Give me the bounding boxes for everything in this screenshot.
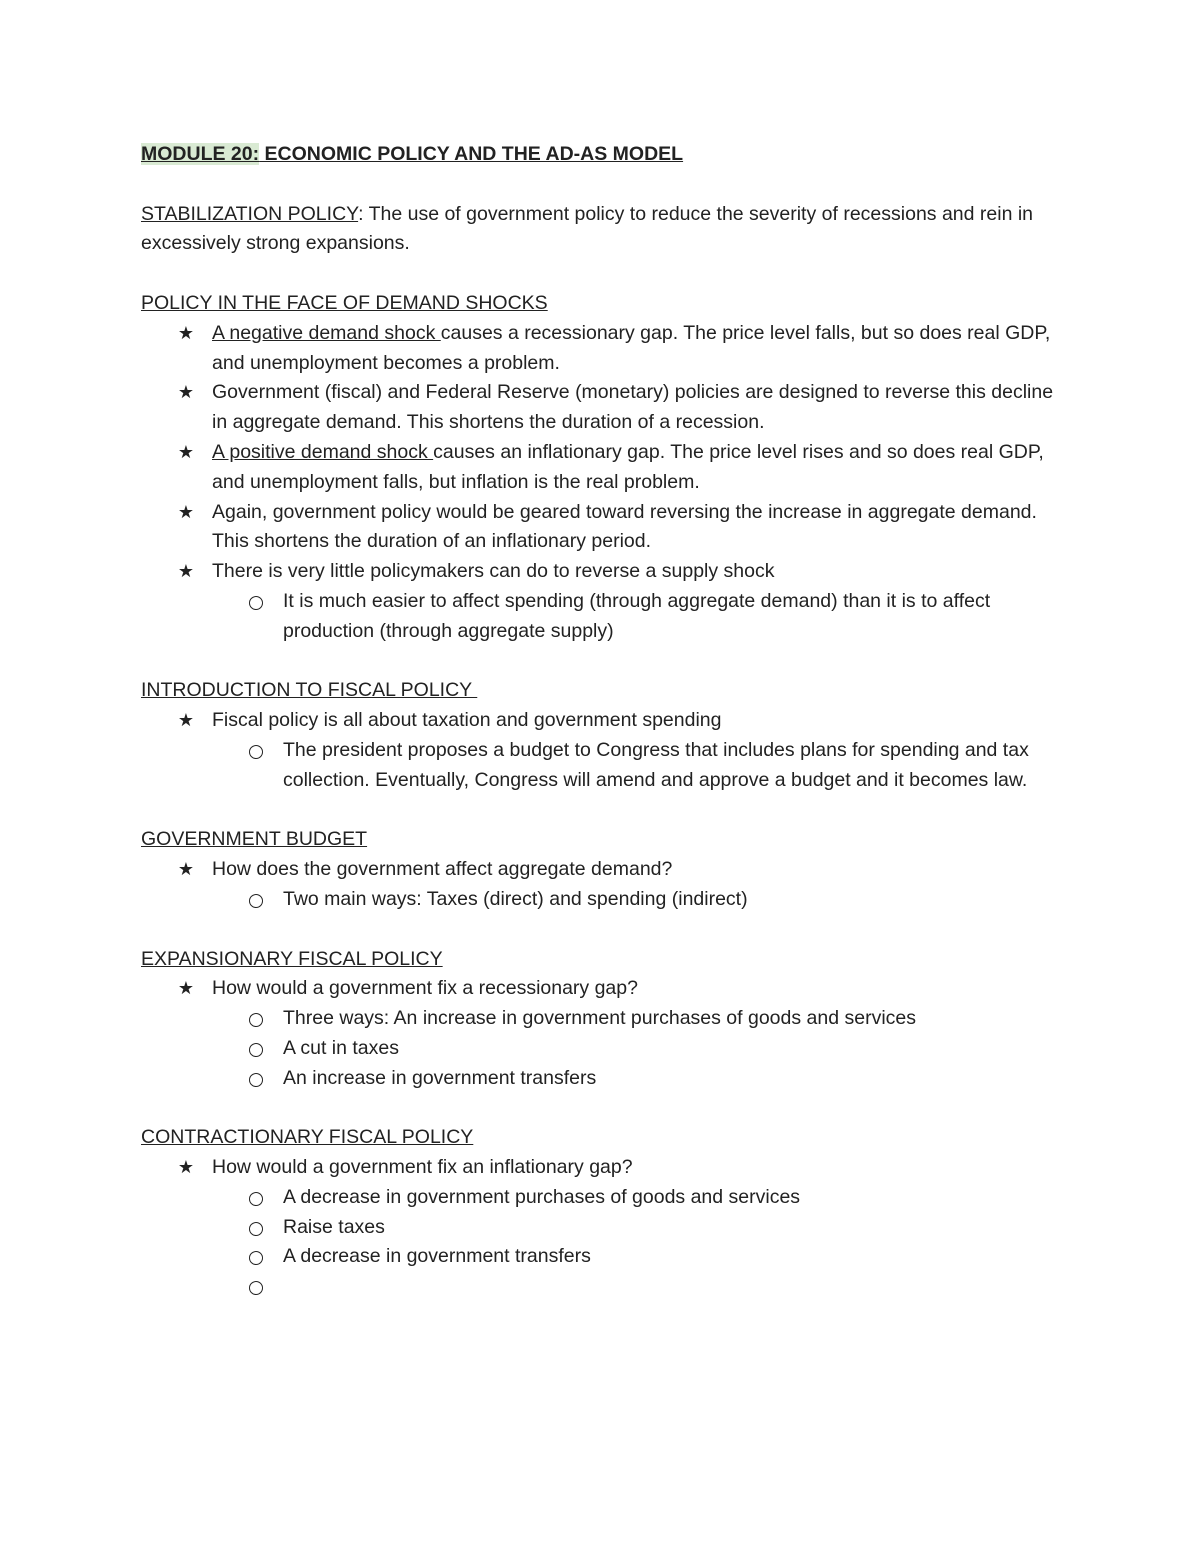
section-heading-contractionary: CONTRACTIONARY FISCAL POLICY — [141, 1126, 474, 1149]
black-star-icon: ★ — [177, 710, 195, 731]
bullet-text: Fiscal policy is all about taxation and government spending — [212, 709, 722, 732]
stabilization-paragraph — [141, 200, 1066, 260]
black-star-icon: ★ — [177, 441, 195, 462]
title-text: ECONOMIC POLICY AND THE AD-AS MODEL — [259, 143, 684, 165]
hollow-circle-icon — [246, 736, 266, 766]
sub-list-item — [141, 587, 1066, 647]
hollow-circle-icon — [246, 885, 266, 915]
black-star-icon: ★ — [177, 501, 195, 522]
bullet-text: Government (fiscal) and Federal Reserve (monetary) policies are designed to reverse this decline in aggregate demand. This shortens the duration of a recession. — [212, 381, 1054, 434]
spacer — [141, 170, 1066, 200]
sub-bullet-text: Three ways: An increase in government purchases of goods and services — [283, 1007, 917, 1030]
sub-bullet-text: An increase in government transfers — [283, 1066, 597, 1089]
spacer — [141, 259, 1066, 289]
sub-list-item-empty — [141, 1272, 1066, 1302]
sub-list-item — [141, 1034, 1066, 1064]
sub-list-item — [141, 1064, 1066, 1094]
sub-list-item — [141, 1213, 1066, 1243]
intro-fiscal-list — [141, 706, 1066, 795]
bullet-text: causes a recessionary gap. The price level falls, but so does real GDP, and unemployment becomes a problem. — [212, 321, 1051, 374]
list-item — [141, 1153, 1066, 1183]
sub-bullet-text: A cut in taxes — [283, 1036, 399, 1059]
bullet-text: How would a government fix a recessionary gap? — [212, 977, 638, 1000]
black-star-icon: ★ — [177, 561, 195, 582]
black-star-icon: ★ — [177, 382, 195, 403]
sub-bullet-text: Two main ways: Taxes (direct) and spending (indirect) — [283, 887, 748, 910]
list-item — [141, 319, 1066, 379]
title-highlight: MODULE 20: — [141, 143, 260, 165]
list-item — [141, 706, 1066, 736]
black-star-icon: ★ — [177, 322, 195, 343]
sub-list-item — [141, 885, 1066, 915]
hollow-circle-icon — [246, 1004, 266, 1034]
list-item — [141, 557, 1066, 587]
black-star-icon: ★ — [177, 859, 195, 880]
list-item — [141, 855, 1066, 885]
hollow-circle-icon — [246, 1064, 266, 1094]
hollow-circle-icon — [246, 1242, 266, 1272]
sub-bullet-text: The president proposes a budget to Congress that includes plans for spending and tax collection. Eventually, Congress will amend and approve a budget and it becomes law. — [283, 738, 1029, 791]
section-heading-expansionary: EXPANSIONARY FISCAL POLICY — [141, 947, 443, 970]
list-item — [141, 438, 1066, 498]
hollow-circle-icon — [246, 587, 266, 617]
sub-list-item — [141, 1242, 1066, 1272]
document-title — [141, 140, 1066, 170]
hollow-circle-icon — [246, 1213, 266, 1243]
black-star-icon: ★ — [177, 1157, 195, 1178]
sub-list-item — [141, 736, 1066, 796]
stabilization-definition: : The use of government policy to reduce the severity of recessions and rein in excessively strong expansions. — [141, 202, 1034, 255]
spacer — [141, 796, 1066, 826]
demand-shocks-list — [141, 319, 1066, 647]
spacer — [141, 1094, 1066, 1124]
bullet-text: How would a government fix an inflationary gap? — [212, 1156, 633, 1179]
bullet-term: A negative demand shock — [212, 321, 441, 344]
expansionary-list — [141, 974, 1066, 1093]
bullet-term: A positive demand shock — [212, 440, 434, 463]
list-item — [141, 974, 1066, 1004]
list-item — [141, 378, 1066, 438]
hollow-circle-icon — [246, 1272, 266, 1302]
sub-bullet-text: Raise taxes — [283, 1215, 385, 1238]
sub-list-item — [141, 1183, 1066, 1213]
bullet-text: causes an inflationary gap. The price level rises and so does real GDP, and unemployment falls, but inflation is the real problem. — [212, 440, 1044, 493]
list-item — [141, 498, 1066, 558]
black-star-icon: ★ — [177, 978, 195, 999]
sub-list-item — [141, 1004, 1066, 1034]
stabilization-term: STABILIZATION POLICY — [141, 202, 359, 225]
bullet-text: Again, government policy would be geared toward reversing the increase in aggregate demand. This shortens the duration of an inflationary period. — [212, 500, 1037, 553]
contractionary-list — [141, 1153, 1066, 1302]
spacer — [141, 647, 1066, 677]
sub-bullet-text: A decrease in government transfers — [283, 1245, 591, 1268]
spacer — [141, 915, 1066, 945]
section-heading-demand-shocks: POLICY IN THE FACE OF DEMAND SHOCKS — [141, 291, 548, 314]
budget-list — [141, 855, 1066, 915]
sub-bullet-text: It is much easier to affect spending (through aggregate demand) than it is to affect production (through aggregate supply) — [283, 589, 991, 642]
document-body — [141, 140, 1066, 1302]
hollow-circle-icon — [246, 1183, 266, 1213]
sub-bullet-text: A decrease in government purchases of goods and services — [283, 1185, 801, 1208]
bullet-text: How does the government affect aggregate demand? — [212, 858, 673, 881]
section-heading-intro-fiscal: INTRODUCTION TO FISCAL POLICY — [141, 679, 478, 702]
hollow-circle-icon — [246, 1034, 266, 1064]
bullet-text: There is very little policymakers can do to reverse a supply shock — [212, 560, 775, 583]
section-heading-budget: GOVERNMENT BUDGET — [141, 828, 368, 851]
